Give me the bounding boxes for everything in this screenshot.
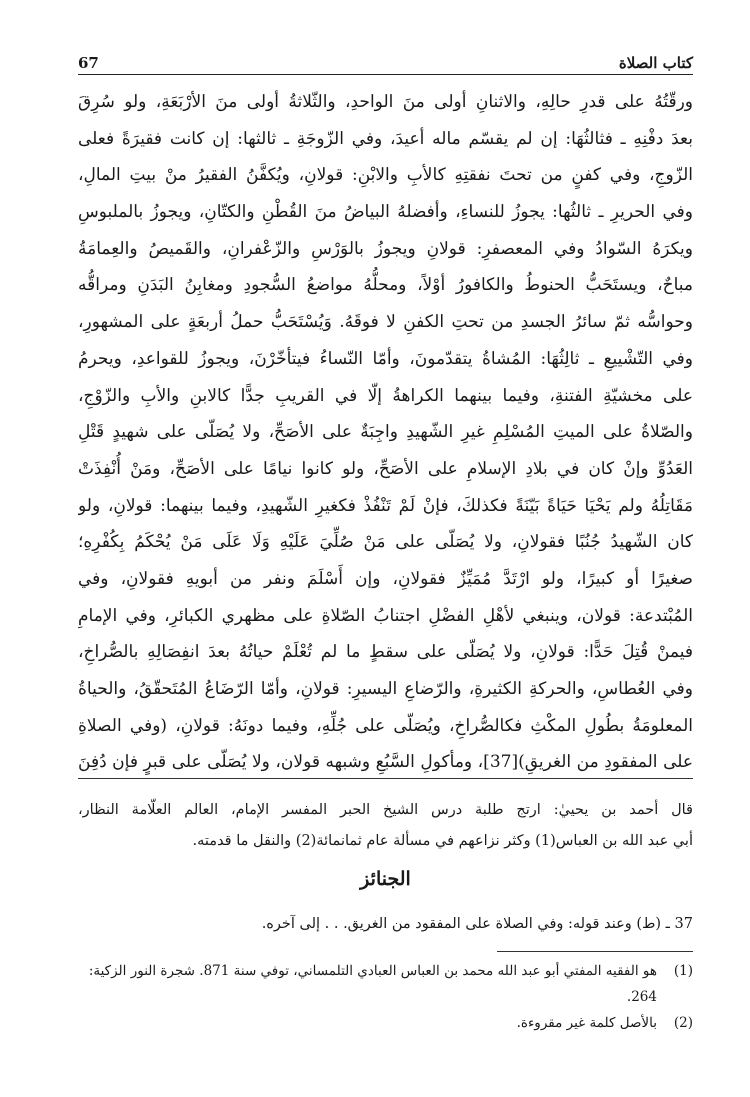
footnote-text: هو الفقيه المفتي أبو عبد الله محمد بن العباس العبادي التلمساني، توفي سنة 871. شجرة النور الزكية: 264. bbox=[88, 963, 657, 1005]
text-line: على مخشيّةِ الفتنةِ، وفيما بينهما الكراهةُ إلّا في القريبِ جدًّا كالابنِ والأبِ والزّوْجِ، bbox=[78, 385, 693, 406]
text-line: وحواسُّه ثمّ سائرُ الجسدِ من تحتِ الكفنِ لا فوقَهُ. وَيُسْتَحَبُّ حملُ أربعَةٍ على المشهورِ، bbox=[78, 312, 693, 333]
text-line: مباحٌ، ويستَحَبُّ الحنوطُ والكافورُ أوْلاً، ومحلُّهُ مواضعُ السُّجودِ ومغابِنُ البَدَنِ ومراقُّه bbox=[78, 275, 693, 296]
text-line: العَدُوِّ وإنْ كان في بلادِ الإسلامِ على الأصَحِّ، ولو كانوا نيامًا على الأصَحِّ، ومَنْ أُنْفِذَتْ bbox=[78, 458, 693, 479]
footnotes bbox=[78, 958, 693, 1036]
text-line: مَقَاتِلُهُ ولم يَحْيَا حَيَاةً بَيّنَةً فكذلكَ، فإنْ لَمْ تَنْفُذْ فكغيرِ الشّهيدِ، وفيما بينهما: قولانِ، ولو bbox=[78, 495, 693, 516]
text-line: صغيرًا أو كبيرًا، ولو ارْتَدَّ مُمَيِّزٌ فقولانِ، وإن أَسْلَمَ ونفر من أبويهِ فقولانِ، وفي bbox=[78, 568, 693, 589]
text-line: وفي الحريرِ ـ ثالثُها: يجوزُ للنساءِ، وأفضلهُ البياضُ منَ القُطْنِ والكتّانِ، ويجوزُ بالملبوسِ bbox=[78, 202, 693, 223]
main-text bbox=[78, 84, 693, 781]
header-rule bbox=[78, 74, 693, 75]
text-line: فيمنْ قُتِلَ حَدًّا: قولانِ، ولا يُصَلّى على سقطٍ ما لم تُعْلَمْ حياتُهُ بعدَ انفِصَالِهِ بالصُّراخِ، bbox=[78, 642, 693, 663]
footnote-number: (2) bbox=[673, 1015, 693, 1031]
section-heading: الجنائز bbox=[360, 868, 411, 890]
text-line: بعدَ دفْنِهِ ـ فثالثُهَا: إن لم يقسّم ماله أعيدَ، وفي الزّوجَةِ ـ ثالثها: إن كانت فقيرَةً فعلى bbox=[78, 128, 693, 149]
text-line: المُبْتدعة: قولان، وينبغي لأهْلِ الفضْلِ اجتنابُ الصّلاةِ على مظهري الكبائرِ، وفي الإمامِ bbox=[78, 605, 693, 626]
commentary-separator bbox=[78, 778, 693, 779]
commentary-line: قال أحمد بن يحييٰ: ارتج طلبة درس الشيخ الحبر المفسر الإمام، العالم العلّامة النظار، bbox=[78, 802, 693, 818]
commentary-block bbox=[78, 795, 693, 857]
text-line: ورقّتُهُ على قدرِ حالِهِ، والاثنانِ أولى منَ الواحدِ، والثّلاثةُ أولى منَ الأرْبَعَةِ، ولو سُرِقَ bbox=[78, 92, 693, 112]
page-number: 67 bbox=[78, 54, 99, 72]
text-line: وفي التّشْييعِ ـ ثالِثُهَا: المُشاةُ يتقدّمونَ، وأمّا النّساءُ فيتأخّرْنَ، ويجوزُ للقواعدِ، ويحرمُ bbox=[78, 348, 693, 369]
chapter-title: كتاب الصلاة bbox=[618, 54, 693, 72]
text-line: كان الشّهيدُ جُنُبًا فقولانِ، ولا يُصَلّى على مَنْ صُلِّيَ عَلَيْهِ وَلَا عَلَى مَنْ يُحْكَمُ بِكُفْرِهِ؛ bbox=[78, 532, 693, 553]
commentary-line: أبي عبد الله بن العباس(1) وكثر نزاعهم في مسألة عام ثمانمائة(2) والنقل ما قدمته. bbox=[192, 833, 693, 849]
text-line: على المفقودِ من الغريقِ)[37]، ومأكولِ السَّبُعِ وشبهه قولان، ولا يُصَلّى على قبرٍ فإن دُفِنَ bbox=[78, 752, 693, 773]
running-head bbox=[78, 44, 693, 72]
footnote-number: (1) bbox=[673, 963, 693, 979]
text-line: الزّوجِ، وفي كفنٍ من تحتَ نفقتِهِ كالأبِ والابْنِ: قولانِ، ويُكفَّنُ الفقيرُ منْ بيتِ المالِ، bbox=[78, 165, 693, 186]
footnote bbox=[78, 958, 693, 1010]
footnote-rule bbox=[497, 951, 693, 952]
text-line: وفي العُطاسِ، والحركةِ الكثيرةِ، والرّضاعِ اليسيرِ: قولانِ، وأمّا الرّضَاعُ المُتَحقّقُ، والحياةُ bbox=[78, 679, 693, 699]
variant-note: 37 ـ (ط) وعند قوله: وفي الصلاة على المفقود من الغريق. . . إلى آخره. bbox=[261, 916, 693, 932]
text-line: المعلومَةُ بطُولِ المكْثِ فكالصُّراخِ، ويُصَلّى على جُلِّهِ، وفيما دونَهُ: قولانِ، (وفي الصلاةِ bbox=[78, 715, 693, 736]
text-line: والصّلاةُ على الميتِ المُسْلِمِ غيرِ الشّهيدِ واجِبَةٌ على الأصَحِّ، ولا يُصَلّى على شهيدٍ قَتْلِ bbox=[78, 422, 693, 443]
footnote-text: بالأصل كلمة غير مقروءة. bbox=[516, 1015, 657, 1031]
text-line: ويكرَهُ السّوادُ وفي المعصفرِ: قولانِ ويجوزُ بالوَرْسِ والزّعْفرانِ، والقَميصُ والعِمامَةُ bbox=[78, 238, 693, 259]
footnote bbox=[78, 1010, 693, 1036]
